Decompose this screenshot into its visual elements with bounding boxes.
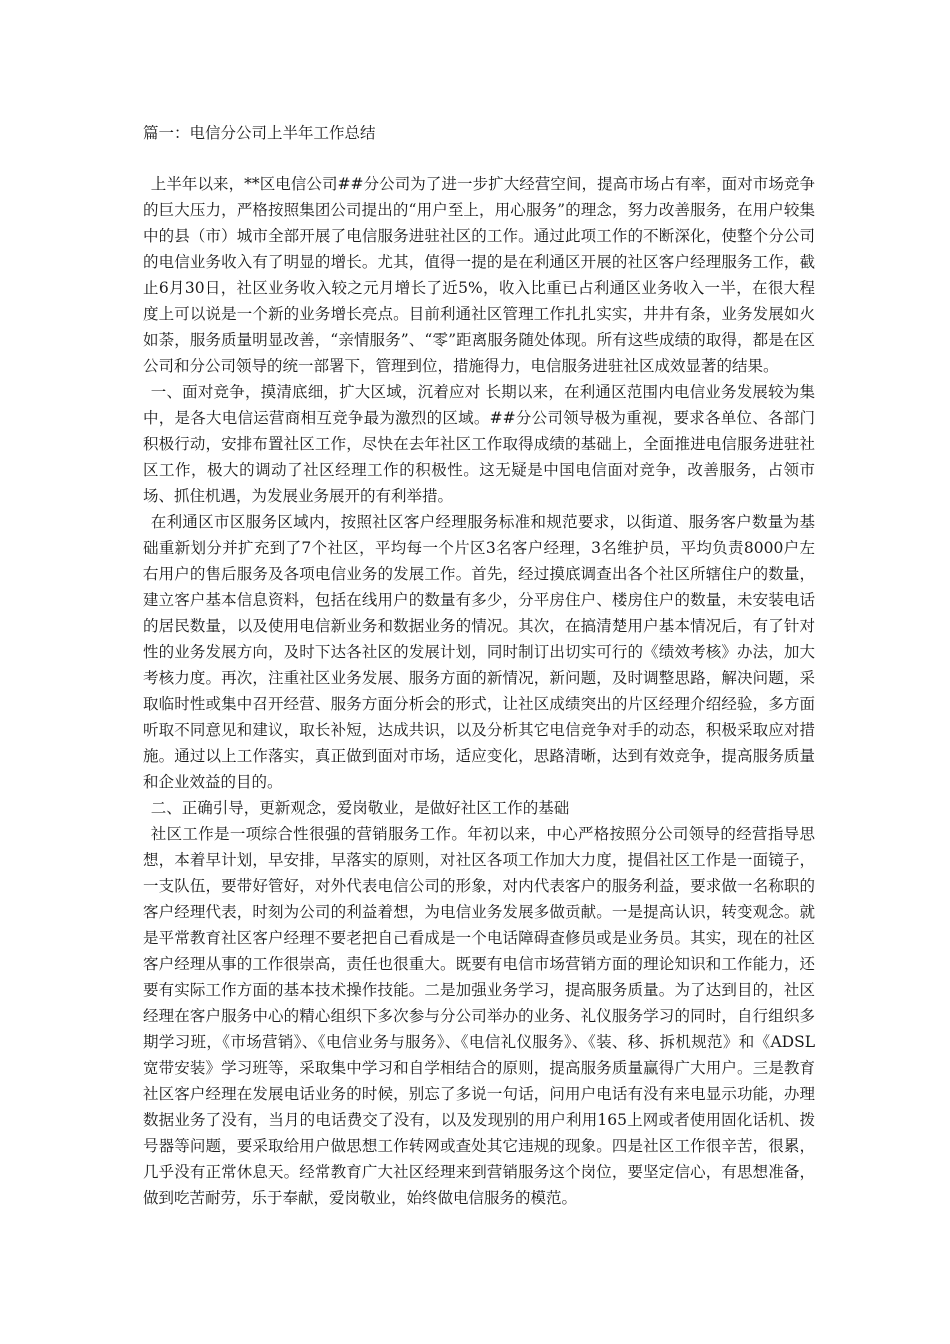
paragraph-community-work: 社区工作是一项综合性很强的营销服务工作。年初以来，中心严格按照分公司领导的经营指导思想，本着早计划，早安排，早落实的原则，对社区各项工作加大力度，提倡社区工作是一面镜子，一支队伍，要带好管好，对外代表电信公司的形象，对内代表客户的服务利益，要求做一名称职的客户经理代表，时刻为公司的利益着想，为电信业务发展多做贡献。一是提高认识，转变观念。就是平常教育社区客户经理不要老把自己看成是一个电话障碍查修员或是业务员。其实，现在的社区客户经理从事的工作很崇高，责任也很重大。既要有电信市场营销方面的理论知识和工作能力，还要有实际工作方面的基本技术操作技能。二是加强业务学习，提高服务质量。为了达到目的，社区经理在客户服务中心的精心组织下多次参与分公司举办的业务、礼仪服务学习的同时，自行组织多期学习班，《市场营销》、《电信业务与服务》、《电信礼仪服务》、《装、移、拆机规范》和《ADSL宽带安装》学习班等，采取集中学习和自学相结合的原则，提高服务质量赢得广大用户。三是教育社区客户经理在发展电话业务的时候，别忘了多说一句话，问用户电话有没有来电显示功能，办理数据业务了没有，当月的电话费交了没有，以及发现别的用户利用165上网或者使用固化话机、拨号器等问题，要采取给用户做思想工作转网或查处其它违规的现象。四是社区工作很辛苦，很累，几乎没有正常休息天。经常教育广大社区经理来到营销服务这个岗位，要坚定信心，有思想准备，做到吃苦耐劳，乐于奉献，爱岗敬业，始终做电信服务的模范。 bbox=[143, 825, 815, 1207]
paragraph-intro: 上半年以来，**区电信公司##分公司为了进一步扩大经营空间，提高市场占有率，面对市场竞争的巨大压力，严格按照集团公司提出的“用户至上，用心服务”的理念，努力改善服务，在用户较集中的县（市）城市全部开展了电信服务进驻社区的工作。通过此项工作的不断深化，使整个分公司的电信业务收入有了明显的增长。尤其，值得一提的是在利通区开展的社区客户经理服务工作，截止6月30日，社区业务收入较之元月增长了近5%，收入比重已占利通区业务收入一半，在很大程度上可以说是一个新的业务增长亮点。目前利通社区管理工作扎扎实实，井井有条，业务发展如火如荼，服务质量明显改善，“亲情服务”、“零”距离服务随处体现。所有这些成绩的取得，都是在区公司和分公司领导的统一部署下，管理到位，措施得力，电信服务进驻社区成效显著的结果。 bbox=[143, 175, 815, 375]
paragraph-section-1: 一、面对竞争，摸清底细，扩大区域，沉着应对 长期以来，在利通区范围内电信业务发展较为集中，是各大电信运营商相互竞争最为激烈的区域。##分公司领导极为重视，要求各单位、各部门积极行动，安排布置社区工作，尽快在去年社区工作取得成绩的基础上，全面推进电信服务进驻社区工作，极大的调动了社区经理工作的积极性。这无疑是中国电信面对竞争，改善服务，占领市场、抓住机遇，为发展业务展开的有利举措。 bbox=[143, 383, 815, 505]
section-heading-2: 二、正确引导，更新观念，爱岗敬业，是做好社区工作的基础 bbox=[150, 799, 570, 817]
document-title: 篇一：电信分公司上半年工作总结 bbox=[143, 124, 376, 142]
paragraph-community-division: 在利通区市区服务区域内，按照社区客户经理服务标准和规范要求，以街道、服务客户数量为基础重新划分并扩充到了7个社区，平均每一个片区3名客户经理，3名维护员，平均负责8000户左右用户的售后服务及各项电信业务的发展工作。首先，经过摸底调查出各个社区所辖住户的数量，建立客户基本信息资料，包括在线用户的数量有多少，分平房住户、楼房住户的数量，未安装电话的居民数量，以及使用电信新业务和数据业务的情况。其次，在搞清楚用户基本情况后，有了针对性的业务发展方向，及时下达各社区的发展计划，同时制订出切实可行的《绩效考核》办法，加大考核力度。再次，注重社区业务发展、服务方面的新情况，新问题，及时调整思路，解决问题，采取临时性或集中召开经营、服务方面分析会的形式，让社区成绩突出的片区经理介绍经验，多方面听取不同意见和建议，取长补短，达成共识，以及分析其它电信竞争对手的动态，积极采取应对措施。通过以上工作落实，真正做到面对市场，适应变化，思路清晰，达到有效竞争，提高服务质量和企业效益的目的。 bbox=[143, 513, 815, 791]
document-body bbox=[143, 120, 815, 1211]
